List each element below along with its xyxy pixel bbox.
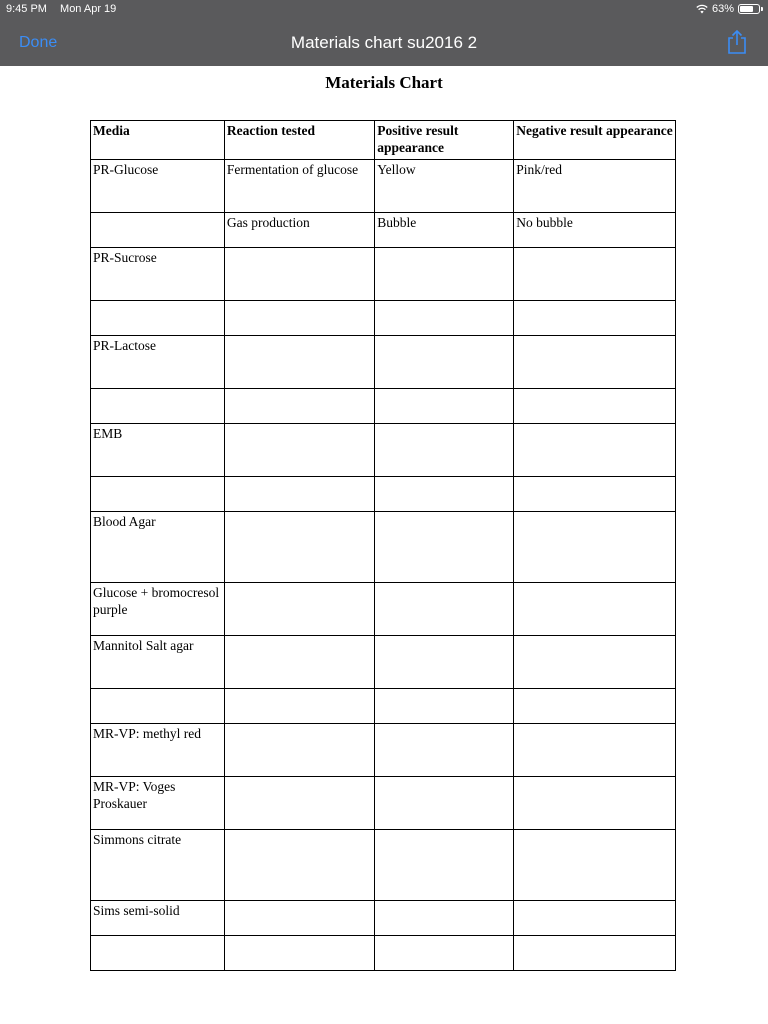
positive-cell	[375, 336, 514, 389]
negative-cell: Pink/red	[514, 160, 676, 213]
media-cell: PR-Glucose	[91, 160, 225, 213]
negative-cell	[514, 777, 676, 830]
positive-cell	[375, 477, 514, 512]
media-cell	[91, 389, 225, 424]
done-button[interactable]: Done	[19, 34, 58, 51]
reaction-cell	[224, 636, 374, 689]
document-title: Materials Chart	[325, 73, 443, 92]
table-row	[91, 424, 676, 477]
table-row	[91, 248, 676, 301]
table-row	[91, 936, 676, 971]
reaction-cell	[224, 336, 374, 389]
media-cell	[91, 689, 225, 724]
negative-cell: No bubble	[514, 213, 676, 248]
positive-cell	[375, 724, 514, 777]
negative-cell	[514, 512, 676, 583]
status-time: 9:45 PM	[6, 3, 47, 15]
table-row	[91, 213, 676, 248]
positive-cell	[375, 583, 514, 636]
table-row	[91, 477, 676, 512]
nav-title: Materials chart su2016 2	[290, 33, 478, 52]
battery-icon	[738, 4, 760, 14]
positive-cell	[375, 636, 514, 689]
media-cell: Blood Agar	[91, 512, 225, 583]
battery-percent: 63%	[711, 3, 734, 15]
positive-cell	[375, 689, 514, 724]
status-right	[696, 3, 760, 15]
reaction-cell	[224, 248, 374, 301]
negative-cell	[514, 936, 676, 971]
reaction-cell	[224, 389, 374, 424]
positive-cell: Bubble	[375, 213, 514, 248]
reaction-cell	[224, 583, 374, 636]
nav-bar	[0, 20, 768, 66]
positive-cell	[375, 389, 514, 424]
header-media: Media	[91, 121, 225, 160]
negative-cell	[514, 301, 676, 336]
share-icon[interactable]	[726, 29, 748, 55]
table-row	[91, 512, 676, 583]
negative-cell	[514, 477, 676, 512]
table-row	[91, 689, 676, 724]
media-cell	[91, 477, 225, 512]
status-left	[6, 3, 126, 15]
positive-cell	[375, 301, 514, 336]
positive-cell	[375, 777, 514, 830]
table-row	[91, 301, 676, 336]
header-positive: Positive result appearance	[375, 121, 514, 160]
reaction-cell	[224, 901, 374, 936]
table-row	[91, 160, 676, 213]
positive-cell	[375, 936, 514, 971]
negative-cell	[514, 724, 676, 777]
reaction-cell	[224, 512, 374, 583]
media-cell	[91, 213, 225, 248]
negative-cell	[514, 583, 676, 636]
table-row	[91, 901, 676, 936]
reaction-cell: Gas production	[224, 213, 374, 248]
media-cell: MR-VP: methyl red	[91, 724, 225, 777]
reaction-cell: Fermentation of glucose	[224, 160, 374, 213]
table-header-row	[91, 121, 676, 160]
table-row	[91, 336, 676, 389]
negative-cell	[514, 424, 676, 477]
negative-cell	[514, 689, 676, 724]
negative-cell	[514, 636, 676, 689]
negative-cell	[514, 389, 676, 424]
reaction-cell	[224, 830, 374, 901]
media-cell: Sims semi-solid	[91, 901, 225, 936]
table-row	[91, 777, 676, 830]
media-cell: EMB	[91, 424, 225, 477]
status-bar	[0, 0, 768, 20]
positive-cell	[375, 248, 514, 301]
positive-cell	[375, 424, 514, 477]
table-row	[91, 724, 676, 777]
reaction-cell	[224, 424, 374, 477]
positive-cell	[375, 901, 514, 936]
media-cell: Mannitol Salt agar	[91, 636, 225, 689]
negative-cell	[514, 336, 676, 389]
materials-table	[90, 120, 676, 971]
header-reaction: Reaction tested	[224, 121, 374, 160]
media-cell: MR-VP: Voges Proskauer	[91, 777, 225, 830]
media-cell: PR-Lactose	[91, 336, 225, 389]
reaction-cell	[224, 301, 374, 336]
status-date: Mon Apr 19	[60, 3, 117, 15]
media-cell: PR-Sucrose	[91, 248, 225, 301]
reaction-cell	[224, 724, 374, 777]
header-negative: Negative result appearance	[514, 121, 676, 160]
document-view[interactable]	[0, 66, 768, 1024]
media-cell: Simmons citrate	[91, 830, 225, 901]
negative-cell	[514, 901, 676, 936]
reaction-cell	[224, 777, 374, 830]
positive-cell	[375, 512, 514, 583]
media-cell	[91, 936, 225, 971]
reaction-cell	[224, 477, 374, 512]
table-row	[91, 583, 676, 636]
wifi-icon	[696, 4, 708, 14]
negative-cell	[514, 830, 676, 901]
reaction-cell	[224, 689, 374, 724]
reaction-cell	[224, 936, 374, 971]
table-row	[91, 389, 676, 424]
positive-cell	[375, 830, 514, 901]
table-row	[91, 830, 676, 901]
media-cell	[91, 301, 225, 336]
table-row	[91, 636, 676, 689]
negative-cell	[514, 248, 676, 301]
positive-cell: Yellow	[375, 160, 514, 213]
media-cell: Glucose + bromocresol purple	[91, 583, 225, 636]
